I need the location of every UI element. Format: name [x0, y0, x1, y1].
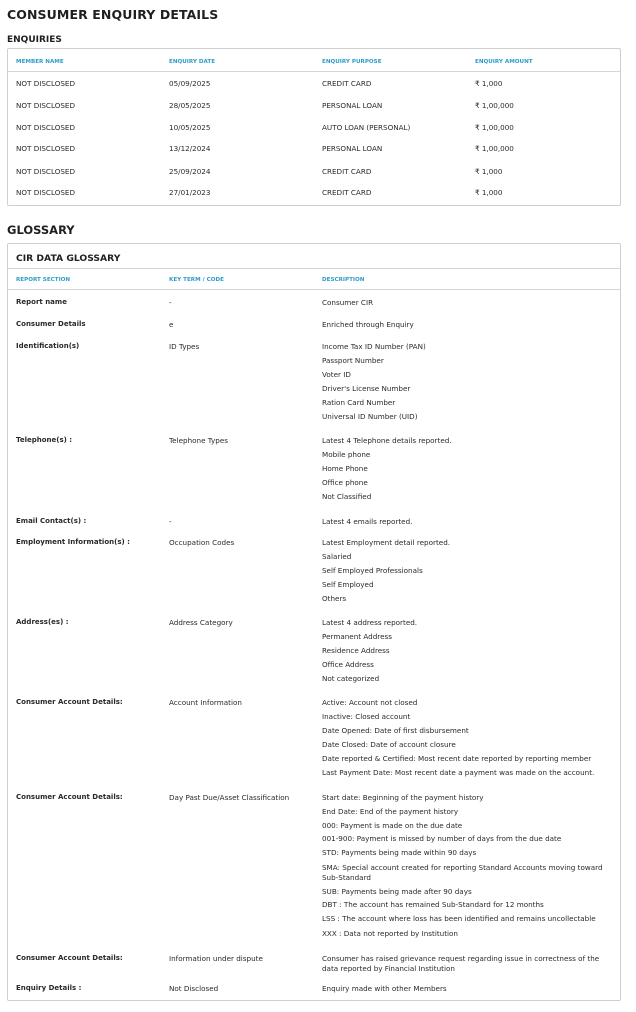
cell-key-term: - [169, 298, 172, 307]
column-header-report-section: REPORT SECTION [16, 277, 71, 283]
column-header-description: DESCRIPTION [322, 277, 365, 283]
cell-enquiry-purpose: AUTO LOAN (PERSONAL) [322, 123, 411, 132]
cell-key-term: Information under dispute [169, 954, 263, 963]
column-header-key-term: KEY TERM / CODE [169, 277, 224, 283]
cell-description-line: Consumer CIR [322, 298, 374, 307]
cell-description-line: Residence Address [322, 646, 390, 655]
cell-key-term: - [169, 517, 172, 526]
cell-enquiry-date: 05/09/2025 [169, 79, 211, 88]
cell-description-line: Date Opened: Date of first disbursement [322, 726, 469, 735]
cell-description-line: Not Classified [322, 492, 372, 501]
header-divider [8, 71, 620, 72]
cell-enquiry-amount: ₹ 1,00,000 [475, 101, 514, 110]
cell-description-line: Self Employed [322, 580, 374, 589]
cell-description-line: 000: Payment is made on the due date [322, 821, 463, 830]
cell-description-line: data reported by Financial Institution [322, 964, 455, 973]
column-header-enquiry-date: ENQUIRY DATE [169, 59, 216, 65]
cell-description-line: Latest 4 address reported. [322, 618, 418, 627]
cell-report-section: Report name [16, 298, 67, 306]
cell-enquiry-amount: ₹ 1,000 [475, 167, 503, 176]
cell-key-term: Day Past Due/Asset Classification [169, 793, 290, 802]
cell-enquiry-date: 27/01/2023 [169, 188, 211, 197]
cell-description-line: Salaried [322, 552, 352, 561]
cell-description-line: Passport Number [322, 356, 384, 365]
cell-key-term: Not Disclosed [169, 984, 219, 993]
enquiries-table [7, 48, 621, 206]
column-header-enquiry-purpose: ENQUIRY PURPOSE [322, 59, 382, 65]
cell-description-line: Enriched through Enquiry [322, 320, 414, 329]
cell-enquiry-date: 25/09/2024 [169, 167, 211, 176]
cell-description-line: 001-900: Payment is missed by number of days from the due date [322, 834, 562, 843]
cell-description-line: Latest Employment detail reported. [322, 538, 451, 547]
cell-report-section: Email Contact(s) : [16, 517, 87, 525]
cell-description-line: Self Employed Professionals [322, 566, 423, 575]
cell-enquiry-amount: ₹ 1,00,000 [475, 144, 514, 153]
cell-member-name: NOT DISCLOSED [16, 144, 75, 153]
column-header-enquiry-amount: ENQUIRY AMOUNT [475, 59, 533, 65]
cell-description-line: Active: Account not closed [322, 698, 418, 707]
cell-description-line: Others [322, 594, 347, 603]
column-header-member-name: MEMBER NAME [16, 59, 64, 65]
cell-key-term: Telephone Types [169, 436, 229, 445]
cell-description-line: Voter ID [322, 370, 351, 379]
cell-report-section: Consumer Account Details: [16, 954, 123, 962]
cell-report-section: Identification(s) [16, 342, 80, 350]
subheading-divider [8, 268, 620, 269]
page-title: CONSUMER ENQUIRY DETAILS [7, 7, 219, 22]
cell-member-name: NOT DISCLOSED [16, 188, 75, 197]
cell-enquiry-purpose: PERSONAL LOAN [322, 101, 383, 110]
cell-description-line: Consumer has raised grievance request regarding issue in correctness of the [322, 954, 600, 963]
cell-enquiry-purpose: PERSONAL LOAN [322, 144, 383, 153]
cell-description-line: Income Tax ID Number (PAN) [322, 342, 426, 351]
cell-description-line: Latest 4 Telephone details reported. [322, 436, 452, 445]
cell-description-line: Ration Card Number [322, 398, 396, 407]
cell-description-line: Latest 4 emails reported. [322, 517, 413, 526]
glossary-table [7, 243, 621, 1001]
cell-description-line: LSS : The account where loss has been identified and remains uncollectable [322, 914, 596, 923]
cell-description-line: SMA: Special account created for reporting Standard Accounts moving toward [322, 863, 603, 872]
cell-report-section: Consumer Details [16, 320, 86, 328]
cell-description-line: Universal ID Number (UID) [322, 412, 418, 421]
cell-key-term: Account Information [169, 698, 242, 707]
cell-report-section: Telephone(s) : [16, 436, 73, 444]
cell-key-term: Address Category [169, 618, 233, 627]
cell-description-line: Inactive: Closed account [322, 712, 411, 721]
cell-description-line: Driver's License Number [322, 384, 411, 393]
glossary-heading: GLOSSARY [7, 223, 75, 237]
cell-member-name: NOT DISCLOSED [16, 167, 75, 176]
cell-enquiry-purpose: CREDIT CARD [322, 167, 372, 176]
cell-description-line: STD: Payments being made within 90 days [322, 848, 477, 857]
header-divider [8, 289, 620, 290]
cell-report-section: Enquiry Details : [16, 984, 82, 992]
cell-description-line: Start date: Beginning of the payment history [322, 793, 484, 802]
cell-report-section: Address(es) : [16, 618, 69, 626]
cell-member-name: NOT DISCLOSED [16, 123, 75, 132]
cell-enquiry-date: 28/05/2025 [169, 101, 211, 110]
enquiries-heading: ENQUIRIES [7, 35, 62, 45]
cell-description-line: DBT : The account has remained Sub-Standard for 12 months [322, 900, 544, 909]
cell-description-line: Date Closed: Date of account closure [322, 740, 456, 749]
cell-description-line: XXX : Data not reported by Institution [322, 929, 458, 938]
cell-report-section: Employment Information(s) : [16, 538, 130, 546]
cell-enquiry-date: 13/12/2024 [169, 144, 211, 153]
cell-key-term: e [169, 320, 174, 329]
cell-description-line: Home Phone [322, 464, 368, 473]
cell-description-line: Permanent Address [322, 632, 392, 641]
cell-description-line: End Date: End of the payment history [322, 807, 459, 816]
cell-enquiry-amount: ₹ 1,000 [475, 188, 503, 197]
cell-enquiry-purpose: CREDIT CARD [322, 79, 372, 88]
glossary-subheading: CIR DATA GLOSSARY [16, 253, 121, 264]
cell-key-term: ID Types [169, 342, 200, 351]
cell-description-line: Sub-Standard [322, 873, 371, 882]
cell-enquiry-date: 10/05/2025 [169, 123, 211, 132]
cell-enquiry-purpose: CREDIT CARD [322, 188, 372, 197]
cell-key-term: Occupation Codes [169, 538, 235, 547]
cell-description-line: Enquiry made with other Members [322, 984, 447, 993]
cell-description-line: Not categorized [322, 674, 380, 683]
cell-report-section: Consumer Account Details: [16, 793, 123, 801]
cell-description-line: SUB: Payments being made after 90 days [322, 887, 472, 896]
cell-member-name: NOT DISCLOSED [16, 101, 75, 110]
cell-description-line: Mobile phone [322, 450, 371, 459]
cell-member-name: NOT DISCLOSED [16, 79, 75, 88]
cell-description-line: Office phone [322, 478, 368, 487]
cell-description-line: Date reported & Certified: Most recent date reported by reporting member [322, 754, 592, 763]
cell-description-line: Office Address [322, 660, 374, 669]
cell-enquiry-amount: ₹ 1,000 [475, 79, 503, 88]
cell-report-section: Consumer Account Details: [16, 698, 123, 706]
cell-description-line: Last Payment Date: Most recent date a payment was made on the account. [322, 768, 595, 777]
cell-enquiry-amount: ₹ 1,00,000 [475, 123, 514, 132]
